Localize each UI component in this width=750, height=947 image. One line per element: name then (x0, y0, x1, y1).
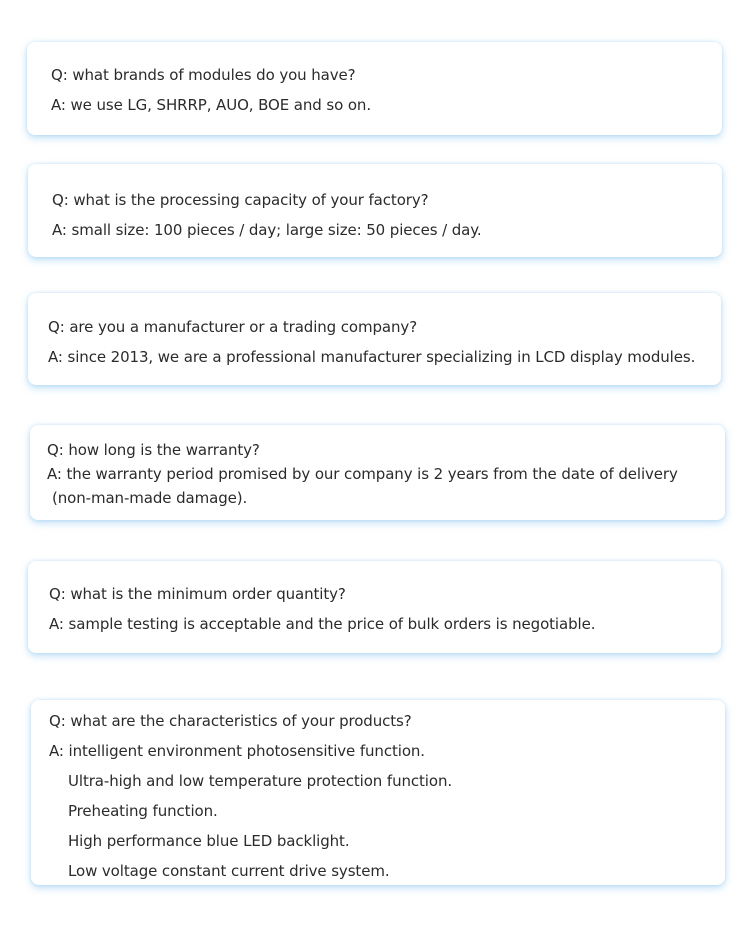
faq-answer: A: the warranty period promised by our company is 2 years from the date of delivery (47, 465, 678, 483)
faq-answer-item: Preheating function. (68, 802, 218, 820)
faq-question: Q: what are the characteristics of your products? (49, 712, 412, 730)
faq-question: Q: what brands of modules do you have? (51, 66, 356, 84)
faq-answer: A: sample testing is acceptable and the price of bulk orders is negotiable. (49, 615, 596, 633)
faq-answer: A: we use LG, SHRRP, AUO, BOE and so on. (51, 96, 372, 114)
faq-card-warranty (30, 425, 725, 520)
faq-question: Q: how long is the warranty? (47, 441, 260, 459)
faq-card-capacity (28, 164, 722, 257)
faq-answer-item: Ultra-high and low temperature protection function. (68, 772, 453, 790)
faq-answer: A: small size: 100 pieces / day; large size: 50 pieces / day. (52, 221, 482, 239)
faq-answer-item: Low voltage constant current drive system. (68, 862, 390, 880)
faq-answer: A: intelligent environment photosensitive function. (49, 742, 425, 760)
faq-answer: A: since 2013, we are a professional manufacturer specializing in LCD display modules. (48, 348, 696, 366)
faq-card-characteristics (31, 700, 725, 885)
faq-card-moq (28, 561, 721, 653)
faq-answer-item: High performance blue LED backlight. (68, 832, 350, 850)
faq-question: Q: are you a manufacturer or a trading company? (48, 318, 418, 336)
faq-card-manufacturer (28, 293, 721, 385)
faq-question: Q: what is the minimum order quantity? (49, 585, 346, 603)
faq-question: Q: what is the processing capacity of your factory? (52, 191, 429, 209)
faq-answer-continued: (non-man-made damage). (52, 489, 248, 507)
faq-card-brands (27, 42, 722, 135)
